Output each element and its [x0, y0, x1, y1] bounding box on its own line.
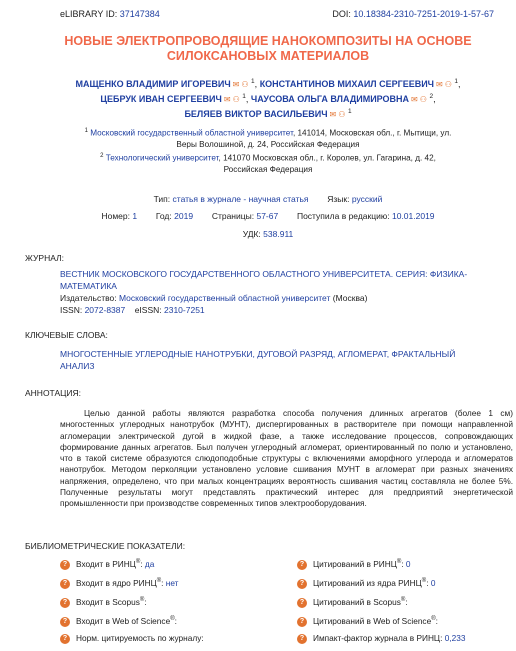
biblio-sep: :: [144, 597, 147, 607]
registered-mark: ®: [139, 597, 145, 604]
language-value[interactable]: русский: [351, 194, 383, 204]
pages-label: Страницы:: [211, 211, 255, 221]
biblio-row: [297, 633, 465, 645]
title-line-1: НОВЫЕ ЭЛЕКТРОПРОВОДЯЩИЕ НАНОКОМПОЗИТЫ НА ОСНОВЕ: [64, 34, 472, 48]
author-link[interactable]: ЦЕБРУК ИВАН СЕРГЕЕВИЧ: [100, 94, 222, 104]
authors-line-2: ЦЕБРУК ИВАН СЕРГЕЕВИЧ ✉ ⚇ $^1$, ЧАУСОВА ОЛЬГА ВЛАДИМИРОВНА ✉ ⚇ $^2$,: [100, 93, 436, 104]
biblio-sep: :: [435, 616, 438, 626]
help-icon[interactable]: ?: [297, 617, 307, 627]
elibrary-id-value[interactable]: 37147384: [119, 9, 160, 19]
author-link[interactable]: КОНСТАНТИНОВ МИХАИЛ СЕРГЕЕВИЧ: [259, 79, 435, 89]
email-icon[interactable]: ✉: [329, 110, 337, 119]
biblio-label: Норм. цитируемость по журналу:: [76, 633, 204, 643]
help-icon[interactable]: ?: [60, 598, 70, 608]
affiliation-number: 2: [100, 152, 104, 159]
biblio-value[interactable]: 0,233: [444, 633, 466, 643]
publisher-link[interactable]: Московский государственный областной университет: [118, 293, 331, 303]
issn-label: ISSN:: [60, 305, 83, 315]
elibrary-id: [60, 9, 160, 19]
biblio-sep: :: [161, 578, 164, 588]
article-title: [40, 34, 496, 64]
meta-issue-row: [30, 211, 506, 221]
help-icon[interactable]: ?: [297, 560, 307, 570]
journal-info: [60, 268, 490, 316]
email-icon[interactable]: ✉: [223, 95, 231, 104]
biblio-row: [297, 616, 438, 628]
received-label: Поступила в редакцию:: [296, 211, 390, 221]
registered-mark: ®: [170, 616, 175, 623]
email-icon[interactable]: ✉: [436, 80, 443, 89]
author-affiliation-ref: 1: [242, 93, 246, 100]
publisher-city: (Москва): [332, 293, 368, 303]
biblio-label: Цитирований в РИНЦ: [313, 559, 397, 569]
issn-value: 2072-8387: [84, 305, 126, 315]
title-line-2: СИЛОКСАНОВЫХ МАТЕРИАЛОВ: [166, 49, 370, 63]
registered-mark: ®: [400, 597, 406, 604]
affiliation-1: [60, 126, 476, 139]
person-icon[interactable]: ⚇: [444, 80, 452, 89]
abstract-text: Целью данной работы являются разработка способа получения длинных агрегатов (более 1 см) многостенных углеродных нанотрубок (МУНТ), диспергированных в растворителе при помощи направленной агломерации электрической дугой в жидкой фазе, а также исследование процессов, сопровождающих формирование данных агрегатов. Был получен углеродный агломерат, ориентированный по полю и установлено, что в такой системе образуются слюдоподобные структуры с включениями аморфного углерода и агломератов нанотрубок. Методом перколяции установлено условие сшивания МУНТ в агломерат при разных значениях напряжения, определено, что при малых концентрациях вероятность сшивания частиц составляла не более 5%. Полученные результаты могут представлять практический интерес для предприятий энергетической промышленности при производстве современных типов электрооборудования.: [60, 408, 513, 509]
biblio-label: Входит в Web of Science: [76, 616, 171, 626]
meta-type-row: [30, 194, 506, 204]
affiliation-org-link[interactable]: Технологический университет: [105, 153, 219, 163]
biblio-row: [297, 559, 411, 571]
author-link[interactable]: ЧАУСОВА ОЛЬГА ВЛАДИМИРОВНА: [250, 94, 410, 104]
author-affiliation-ref: 2: [429, 93, 434, 100]
affiliation-address: Веры Волошиной, д. 24, Российская Федерация: [176, 140, 360, 150]
help-icon[interactable]: ?: [297, 598, 307, 608]
author-link[interactable]: МАЩЕНКО ВЛАДИМИР ИГОРЕВИЧ: [75, 79, 231, 89]
registered-mark: ®: [421, 578, 427, 585]
abstract-section-label: АННОТАЦИЯ:: [25, 388, 82, 398]
doi-link[interactable]: 10.18384-2310-7251-2019-1-57-67: [353, 9, 494, 19]
eissn-label: eISSN:: [134, 305, 162, 315]
person-icon[interactable]: ⚇: [241, 80, 249, 89]
registered-mark: ®: [135, 559, 141, 566]
biblio-row: [60, 578, 179, 590]
affiliation-number: 1: [84, 128, 88, 134]
affiliation-address: Российская Федерация: [223, 164, 313, 174]
help-icon[interactable]: ?: [60, 634, 70, 644]
biblio-sep: :: [140, 559, 143, 569]
biblio-label: Цитирований в Scopus: [313, 597, 401, 607]
biblio-label: Входит в Scopus: [76, 597, 140, 607]
affiliation-address: , 141070 Московская обл., г. Королев, ул. Гагарина, д. 42,: [218, 153, 436, 163]
year-value[interactable]: 2019: [174, 211, 194, 221]
authors-line-1: МАЩЕНКО ВЛАДИМИР ИГОРЕВИЧ ✉ ⚇ $^1$, КОНСТАНТИНОВ МИХАИЛ СЕРГЕЕВИЧ ✉ ⚇ $^1$,: [75, 78, 461, 89]
header-bar: [60, 9, 494, 21]
keyword-links[interactable]: МНОГОСТЕННЫЕ УГЛЕРОДНЫЕ НАНОТРУБКИ, ДУГОВОЙ РАЗРЯД, АГЛОМЕРАТ, ФРАКТАЛЬНЫЙ: [60, 349, 456, 359]
biblio-label: Импакт-фактор журнала в РИНЦ:: [313, 633, 443, 643]
publisher-row: [60, 292, 490, 304]
biblio-row: [60, 633, 204, 645]
journal-name-link[interactable]: ВЕСТНИК МОСКОВСКОГО ГОСУДАРСТВЕННОГО ОБЛАСТНОГО УНИВЕРСИТЕТА. СЕРИЯ: ФИЗИКА-: [60, 269, 468, 279]
eissn-value: 2310-7251: [164, 305, 205, 315]
biblio-sep: :: [426, 578, 429, 588]
biblio-row: [297, 578, 435, 590]
type-label: Тип:: [153, 194, 171, 204]
biblio-label: Цитирований из ядра РИНЦ: [313, 578, 422, 588]
keywords-list: [60, 348, 490, 372]
person-icon[interactable]: ⚇: [232, 95, 240, 104]
biblio-row: [60, 559, 154, 571]
issue-value[interactable]: 1: [132, 211, 138, 221]
biblio-label: Входит в ядро РИНЦ: [76, 578, 157, 588]
person-icon[interactable]: ⚇: [338, 110, 346, 119]
help-icon[interactable]: ?: [60, 617, 70, 627]
issn-row: [60, 304, 490, 316]
biblio-sep: :: [405, 597, 408, 607]
help-icon[interactable]: ?: [297, 579, 307, 589]
biblio-label: Цитирований в Web of Science: [313, 616, 432, 626]
issue-label: Номер:: [101, 211, 130, 221]
person-icon[interactable]: ⚇: [419, 95, 427, 104]
journal-name-link[interactable]: МАТЕМАТИКА: [60, 281, 117, 291]
help-icon[interactable]: ?: [60, 579, 70, 589]
elibrary-id-label: eLIBRARY ID:: [60, 9, 118, 19]
biblio-value[interactable]: да: [144, 559, 155, 569]
registered-mark: ®: [431, 616, 436, 623]
author-link[interactable]: БЕЛЯЕВ ВИКТОР ВАСИЛЬЕВИЧ: [184, 109, 328, 119]
journal-section-label: ЖУРНАЛ:: [25, 253, 65, 263]
type-value[interactable]: статья в журнале - научная статья: [172, 194, 309, 204]
email-icon[interactable]: ✉: [411, 95, 418, 104]
pages-value[interactable]: 57-67: [256, 211, 279, 221]
meta-udk-row: [30, 229, 506, 239]
biblio-label: Входит в РИНЦ: [76, 559, 136, 569]
doi-label: DOI:: [332, 9, 351, 19]
biblio-section-label: БИБЛИОМЕТРИЧЕСКИЕ ПОКАЗАТЕЛИ:: [25, 541, 186, 551]
biblio-sep: :: [174, 616, 177, 626]
registered-mark: ®: [396, 559, 402, 566]
author-affiliation-ref: 1: [454, 78, 459, 85]
biblio-row: [297, 597, 408, 609]
keyword-links[interactable]: АНАЛИЗ: [60, 361, 95, 371]
udk-label: УДК:: [242, 229, 261, 239]
author-affiliation-ref: 1: [347, 108, 352, 115]
keywords-section-label: КЛЮЧЕВЫЕ СЛОВА:: [25, 330, 108, 340]
help-icon[interactable]: ?: [297, 634, 307, 644]
received-value: 10.01.2019: [391, 211, 435, 221]
affiliation-2: [60, 151, 476, 164]
udk-value[interactable]: 538.911: [263, 229, 294, 239]
registered-mark: ®: [156, 578, 162, 585]
help-icon[interactable]: ?: [60, 560, 70, 570]
affiliation-address: , 141014, Московская обл., г. Мытищи, ул.: [292, 128, 452, 138]
email-icon[interactable]: ✉: [232, 80, 240, 89]
year-label: Год:: [155, 211, 172, 221]
biblio-value[interactable]: 0: [405, 559, 411, 569]
author-affiliation-ref: 1: [251, 78, 255, 85]
affiliation-org-link[interactable]: Московский государственный областной университет: [90, 128, 293, 138]
language-label: Язык:: [327, 194, 350, 204]
biblio-value[interactable]: 0: [430, 578, 436, 588]
authors-line-3: [40, 106, 496, 121]
doi: [332, 9, 494, 19]
biblio-sep: :: [401, 559, 404, 569]
biblio-value[interactable]: нет: [165, 578, 179, 588]
affiliations: [60, 126, 476, 175]
biblio-row: [60, 616, 177, 628]
authors-list: [40, 76, 496, 121]
biblio-row: [60, 597, 147, 609]
publisher-label: Издательство:: [60, 293, 117, 303]
